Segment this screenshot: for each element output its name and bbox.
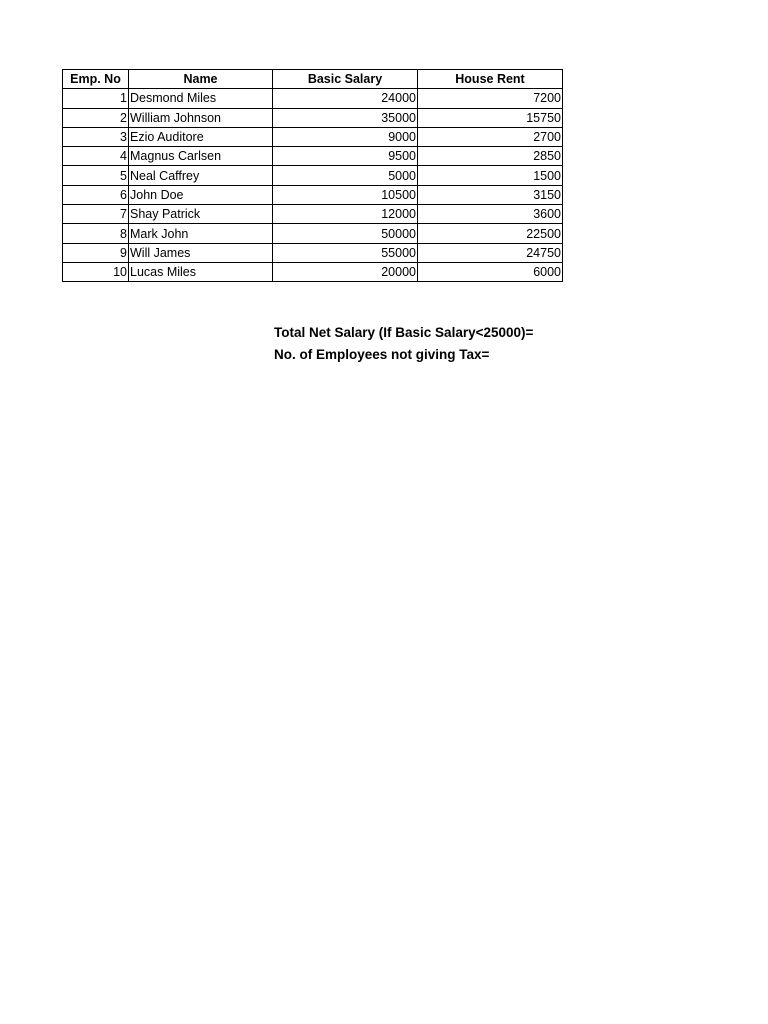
summary-block xyxy=(274,322,533,366)
cell-name[interactable]: Shay Patrick xyxy=(129,205,273,224)
cell-name[interactable]: William Johnson xyxy=(129,108,273,127)
cell-name[interactable]: Desmond Miles xyxy=(129,89,273,108)
cell-basic-salary[interactable]: 24000 xyxy=(273,89,418,108)
table-row xyxy=(63,166,563,185)
cell-basic-salary[interactable]: 10500 xyxy=(273,185,418,204)
cell-house-rent[interactable]: 2700 xyxy=(418,127,563,146)
cell-house-rent[interactable]: 15750 xyxy=(418,108,563,127)
table-body xyxy=(63,89,563,282)
cell-emp-no[interactable]: 10 xyxy=(63,262,129,281)
cell-basic-salary[interactable]: 12000 xyxy=(273,205,418,224)
cell-emp-no[interactable]: 8 xyxy=(63,224,129,243)
cell-emp-no[interactable]: 4 xyxy=(63,147,129,166)
total-net-salary-label: Total Net Salary (If Basic Salary<25000)= xyxy=(274,325,534,340)
table-row xyxy=(63,243,563,262)
cell-house-rent[interactable]: 6000 xyxy=(418,262,563,281)
cell-name[interactable]: Mark John xyxy=(129,224,273,243)
cell-basic-salary[interactable]: 5000 xyxy=(273,166,418,185)
cell-house-rent[interactable]: 22500 xyxy=(418,224,563,243)
cell-basic-salary[interactable]: 50000 xyxy=(273,224,418,243)
cell-name[interactable]: Will James xyxy=(129,243,273,262)
header-name[interactable]: Name xyxy=(129,70,273,89)
cell-emp-no[interactable]: 6 xyxy=(63,185,129,204)
table-row xyxy=(63,127,563,146)
cell-house-rent[interactable]: 7200 xyxy=(418,89,563,108)
cell-emp-no[interactable]: 2 xyxy=(63,108,129,127)
cell-name[interactable]: Magnus Carlsen xyxy=(129,147,273,166)
header-emp-no[interactable]: Emp. No xyxy=(63,70,129,89)
header-basic-salary[interactable]: Basic Salary xyxy=(273,70,418,89)
cell-basic-salary[interactable]: 9500 xyxy=(273,147,418,166)
table-row xyxy=(63,224,563,243)
cell-emp-no[interactable]: 5 xyxy=(63,166,129,185)
cell-basic-salary[interactable]: 35000 xyxy=(273,108,418,127)
spreadsheet-area xyxy=(62,69,562,282)
no-tax-employees-label: No. of Employees not giving Tax= xyxy=(274,347,490,362)
cell-name[interactable]: Lucas Miles xyxy=(129,262,273,281)
cell-name[interactable]: Neal Caffrey xyxy=(129,166,273,185)
header-house-rent[interactable]: House Rent xyxy=(418,70,563,89)
cell-emp-no[interactable]: 7 xyxy=(63,205,129,224)
cell-house-rent[interactable]: 1500 xyxy=(418,166,563,185)
cell-name[interactable]: John Doe xyxy=(129,185,273,204)
table-row xyxy=(63,185,563,204)
table-row xyxy=(63,89,563,108)
employee-table xyxy=(62,69,563,282)
table-row xyxy=(63,147,563,166)
cell-name[interactable]: Ezio Auditore xyxy=(129,127,273,146)
cell-basic-salary[interactable]: 20000 xyxy=(273,262,418,281)
cell-emp-no[interactable]: 3 xyxy=(63,127,129,146)
cell-house-rent[interactable]: 3600 xyxy=(418,205,563,224)
table-header xyxy=(63,70,563,89)
cell-house-rent[interactable]: 2850 xyxy=(418,147,563,166)
cell-basic-salary[interactable]: 9000 xyxy=(273,127,418,146)
table-row xyxy=(63,205,563,224)
cell-emp-no[interactable]: 1 xyxy=(63,89,129,108)
cell-house-rent[interactable]: 3150 xyxy=(418,185,563,204)
cell-basic-salary[interactable]: 55000 xyxy=(273,243,418,262)
table-row xyxy=(63,262,563,281)
table-row xyxy=(63,108,563,127)
cell-house-rent[interactable]: 24750 xyxy=(418,243,563,262)
header-row xyxy=(63,70,563,89)
cell-emp-no[interactable]: 9 xyxy=(63,243,129,262)
